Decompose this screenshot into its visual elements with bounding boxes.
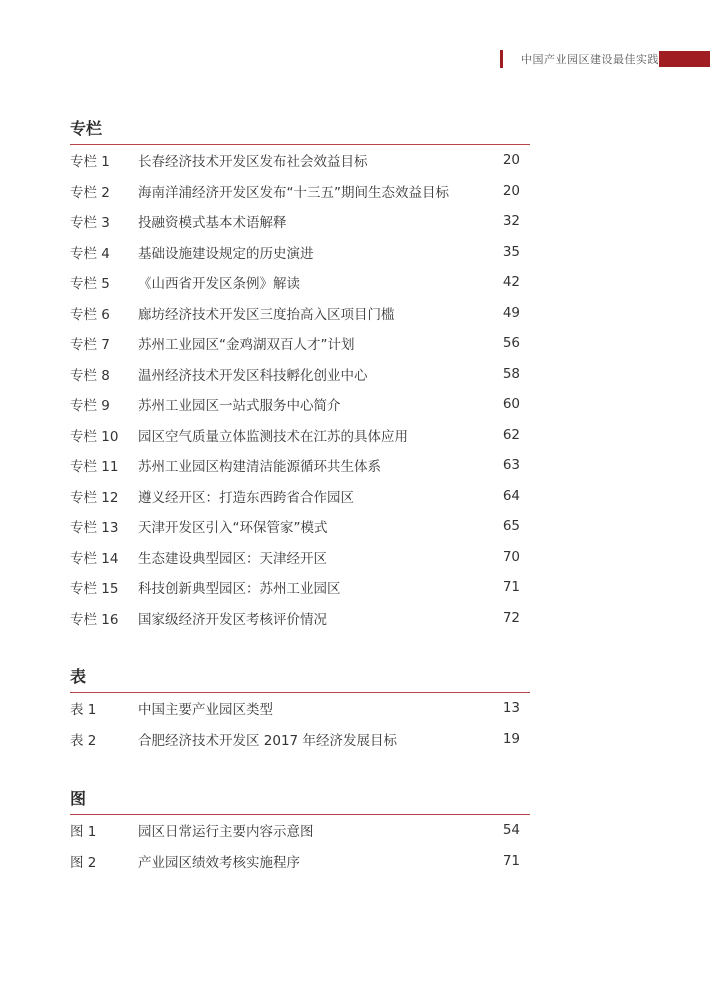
section-heading: 表 xyxy=(70,667,87,686)
entry-page-number: 71 xyxy=(502,579,520,596)
entry-title: 基础设施建设规定的历史演进 xyxy=(138,245,314,262)
entry-page-number: 42 xyxy=(502,274,520,291)
entry-label: 专栏 16 xyxy=(70,611,119,628)
header-corner-block xyxy=(659,51,710,67)
entry-page-number: 60 xyxy=(502,396,520,413)
entry-title: 合肥经济技术开发区 2017 年经济发展目标 xyxy=(138,732,397,749)
toc-entry[interactable] xyxy=(70,176,530,207)
entry-label: 专栏 8 xyxy=(70,367,110,384)
entry-label: 专栏 6 xyxy=(70,306,110,323)
toc-entry[interactable] xyxy=(70,237,530,268)
entry-page-number: 35 xyxy=(502,243,520,260)
entry-page-number: 49 xyxy=(502,304,520,321)
entry-page-number: 20 xyxy=(502,182,520,199)
section-heading: 图 xyxy=(70,789,87,808)
entry-page-number: 63 xyxy=(502,457,520,474)
entry-label: 专栏 7 xyxy=(70,337,110,354)
entry-title: 园区日常运行主要内容示意图 xyxy=(138,824,314,841)
toc-entry[interactable] xyxy=(70,145,530,176)
entry-label: 专栏 11 xyxy=(70,459,119,476)
toc-entry[interactable] xyxy=(70,420,530,451)
entry-title: 温州经济技术开发区科技孵化创业中心 xyxy=(138,367,368,384)
toc-entry[interactable] xyxy=(70,481,530,512)
entry-label: 专栏 10 xyxy=(70,428,119,445)
entry-label: 专栏 14 xyxy=(70,550,119,567)
entry-title: 长春经济技术开发区发布社会效益目标 xyxy=(138,154,368,171)
running-header xyxy=(500,50,659,68)
toc-section-columns xyxy=(70,117,530,633)
toc-entry[interactable] xyxy=(70,359,530,390)
entry-page-number: 71 xyxy=(502,852,520,869)
entry-page-number: 62 xyxy=(502,426,520,443)
toc-entry[interactable] xyxy=(70,815,530,846)
entry-title: 中国主要产业园区类型 xyxy=(138,702,273,719)
entry-label: 专栏 2 xyxy=(70,184,110,201)
toc-entry[interactable] xyxy=(70,511,530,542)
toc-entry[interactable] xyxy=(70,572,530,603)
entry-label: 表 2 xyxy=(70,732,97,749)
toc-entry[interactable] xyxy=(70,693,530,724)
entry-page-number: 13 xyxy=(502,700,520,717)
toc-entry[interactable] xyxy=(70,206,530,237)
entry-page-number: 20 xyxy=(502,152,520,169)
entry-page-number: 58 xyxy=(502,365,520,382)
entry-page-number: 56 xyxy=(502,335,520,352)
entry-title: 科技创新典型园区：苏州工业园区 xyxy=(138,581,341,598)
entry-label: 图 2 xyxy=(70,854,97,871)
entry-label: 专栏 12 xyxy=(70,489,119,506)
toc-entry[interactable] xyxy=(70,542,530,573)
toc-entry[interactable] xyxy=(70,450,530,481)
entry-title: 海南洋浦经济开发区发布“十三五”期间生态效益目标 xyxy=(138,184,449,201)
entry-label: 专栏 9 xyxy=(70,398,110,415)
section-heading: 专栏 xyxy=(70,119,103,138)
entry-title: 苏州工业园区一站式服务中心简介 xyxy=(138,398,341,415)
entry-page-number: 19 xyxy=(502,730,520,747)
entry-title: 遵义经开区：打造东西跨省合作园区 xyxy=(138,489,354,506)
entry-label: 专栏 13 xyxy=(70,520,119,537)
entry-label: 专栏 1 xyxy=(70,154,110,171)
toc-entry[interactable] xyxy=(70,846,530,877)
toc-entry[interactable] xyxy=(70,389,530,420)
entry-label: 专栏 5 xyxy=(70,276,110,293)
toc-entry[interactable] xyxy=(70,267,530,298)
toc-entry[interactable] xyxy=(70,603,530,634)
entry-page-number: 70 xyxy=(502,548,520,565)
entry-page-number: 72 xyxy=(502,609,520,626)
entry-page-number: 65 xyxy=(502,518,520,535)
entry-label: 专栏 4 xyxy=(70,245,110,262)
entry-title: 园区空气质量立体监测技术在江苏的具体应用 xyxy=(138,428,408,445)
entry-label: 表 1 xyxy=(70,702,97,719)
entry-label: 专栏 3 xyxy=(70,215,110,232)
entry-title: 苏州工业园区“金鸡湖双百人才”计划 xyxy=(138,337,355,354)
toc-section-tables xyxy=(70,665,530,754)
entry-label: 专栏 15 xyxy=(70,581,119,598)
toc-entry[interactable] xyxy=(70,328,530,359)
entry-page-number: 32 xyxy=(502,213,520,230)
entry-page-number: 54 xyxy=(502,822,520,839)
entry-title: 生态建设典型园区：天津经开区 xyxy=(138,550,327,567)
entry-page-number: 64 xyxy=(502,487,520,504)
entry-title: 天津开发区引入“环保管家”模式 xyxy=(138,520,328,537)
running-title: 中国产业园区建设最佳实践 xyxy=(521,53,659,66)
entry-title: 廊坊经济技术开发区三度抬高入区项目门槛 xyxy=(138,306,395,323)
toc-section-figures xyxy=(70,787,530,876)
header-accent-bar xyxy=(500,50,503,68)
toc-entry[interactable] xyxy=(70,724,530,755)
entry-title: 产业园区绩效考核实施程序 xyxy=(138,854,300,871)
entry-title: 国家级经济开发区考核评价情况 xyxy=(138,611,327,628)
entry-label: 图 1 xyxy=(70,824,97,841)
entry-title: 苏州工业园区构建清洁能源循环共生体系 xyxy=(138,459,381,476)
entry-title: 《山西省开发区条例》解读 xyxy=(138,276,300,293)
entry-title: 投融资模式基本术语解释 xyxy=(138,215,287,232)
toc-entry[interactable] xyxy=(70,298,530,329)
